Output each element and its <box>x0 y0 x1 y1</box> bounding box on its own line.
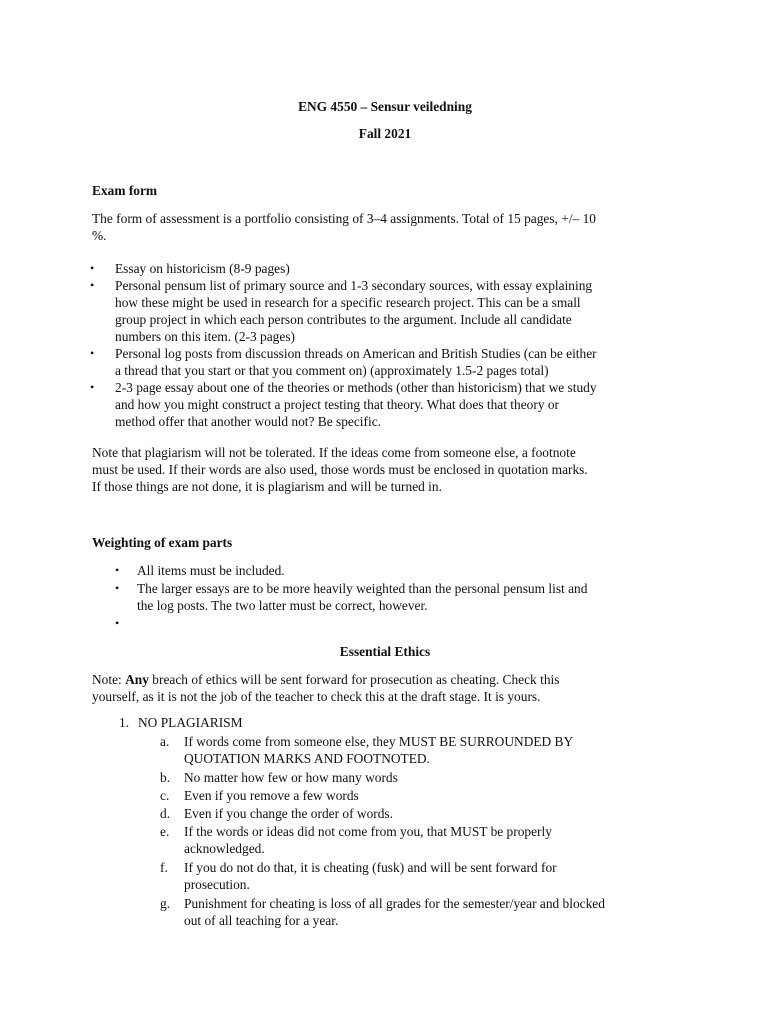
list-item-line: and how you might construct a project testing that theory. What does that theory or <box>115 397 560 412</box>
paragraph-line: Note that plagiarism will not be tolerated. If the ideas come from someone else, a footnote <box>92 445 576 460</box>
bullet-icon: • <box>90 346 95 360</box>
paragraph-line: must be used. If their words are also used, those words must be enclosed in quotation marks. <box>92 462 588 477</box>
item-letter: f. <box>160 860 168 875</box>
list-item-line: numbers on this item. (2-3 pages) <box>115 329 295 344</box>
item-letter: d. <box>160 806 171 821</box>
document-title: ENG 4550 – Sensur veiledning <box>298 99 472 114</box>
list-item-line: out of all teaching for a year. <box>184 913 339 928</box>
list-item-line: acknowledged. <box>184 841 265 856</box>
list-item-line: If you do not do that, it is cheating (fusk) and will be sent forward for <box>184 860 557 875</box>
list-item-line: Essay on historicism (8-9 pages) <box>115 261 290 276</box>
list-number: 1. <box>119 715 130 730</box>
list-item-line: the log posts. The two latter must be correct, however. <box>137 598 428 613</box>
item-letter: a. <box>160 734 170 749</box>
no-plagiarism-title: NO PLAGIARISM <box>138 715 243 730</box>
list-item-line: group project in which each person contributes to the argument. Include all candidate <box>115 312 572 327</box>
list-item-line: how these might be used in research for a specific research project. This can be a small <box>115 295 581 310</box>
bullet-icon: • <box>90 278 95 292</box>
list-item-line: Personal log posts from discussion threads on American and British Studies (can be either <box>115 346 597 361</box>
ethics-heading: Essential Ethics <box>339 644 431 659</box>
note-emphasis: Any <box>125 672 149 687</box>
exam-form-intro <box>92 210 596 244</box>
note-prefix: Note: <box>92 672 126 687</box>
ethics-note <box>92 671 559 705</box>
list-item-line: If the words or ideas did not come from you, that MUST be properly <box>184 824 552 839</box>
plagiarism-note <box>92 444 588 495</box>
item-letter: e. <box>160 824 170 839</box>
bullet-icon: • <box>115 563 120 577</box>
list-item-line: The larger essays are to be more heavily weighted than the personal pensum list and <box>137 581 588 596</box>
list-item-line: Personal pensum list of primary source and 1-3 secondary sources, with essay explaining <box>115 278 593 293</box>
bullet-icon: • <box>90 261 95 275</box>
exam-form-intro-line: The form of assessment is a portfolio consisting of 3–4 assignments. Total of 15 pages, +/– 10 <box>92 211 596 226</box>
list-item-line: QUOTATION MARKS AND FOOTNOTED. <box>184 751 430 766</box>
item-letter: b. <box>160 770 171 785</box>
exam-form-heading: Exam form <box>92 183 158 198</box>
bullet-icon: • <box>115 581 120 595</box>
list-item-line: Punishment for cheating is loss of all grades for the semester/year and blocked <box>184 896 605 911</box>
paragraph-line <box>92 671 559 688</box>
list-item-line: If words come from someone else, they MUST BE SURROUNDED BY <box>184 734 574 749</box>
list-item-line: a thread that you start or that you comment on) (approximately 1.5-2 pages total) <box>115 363 549 378</box>
paragraph-line: yourself, as it is not the job of the teacher to check this at the draft stage. It is yours. <box>92 689 541 704</box>
bullet-icon: • <box>90 380 95 394</box>
list-item-line: Even if you change the order of words. <box>184 806 393 821</box>
document-term: Fall 2021 <box>358 126 412 141</box>
list-item-line: No matter how few or how many words <box>184 770 398 785</box>
list-item-line: 2-3 page essay about one of the theories or methods (other than historicism) that we study <box>115 380 597 395</box>
item-letter: c. <box>160 788 170 803</box>
bullet-icon: • <box>115 616 120 630</box>
list-item-line: prosecution. <box>184 877 250 892</box>
exam-form-intro-line: %. <box>92 228 107 243</box>
weighting-heading: Weighting of exam parts <box>92 535 233 550</box>
item-letter: g. <box>160 896 171 911</box>
list-item-line: method offer that another would not? Be specific. <box>115 414 381 429</box>
paragraph-line: If those things are not done, it is plagiarism and will be turned in. <box>92 479 442 494</box>
list-item-line: Even if you remove a few words <box>184 788 359 803</box>
note-text: breach of ethics will be sent forward for prosecution as cheating. Check this <box>148 672 560 687</box>
list-item-line: All items must be included. <box>137 563 285 578</box>
